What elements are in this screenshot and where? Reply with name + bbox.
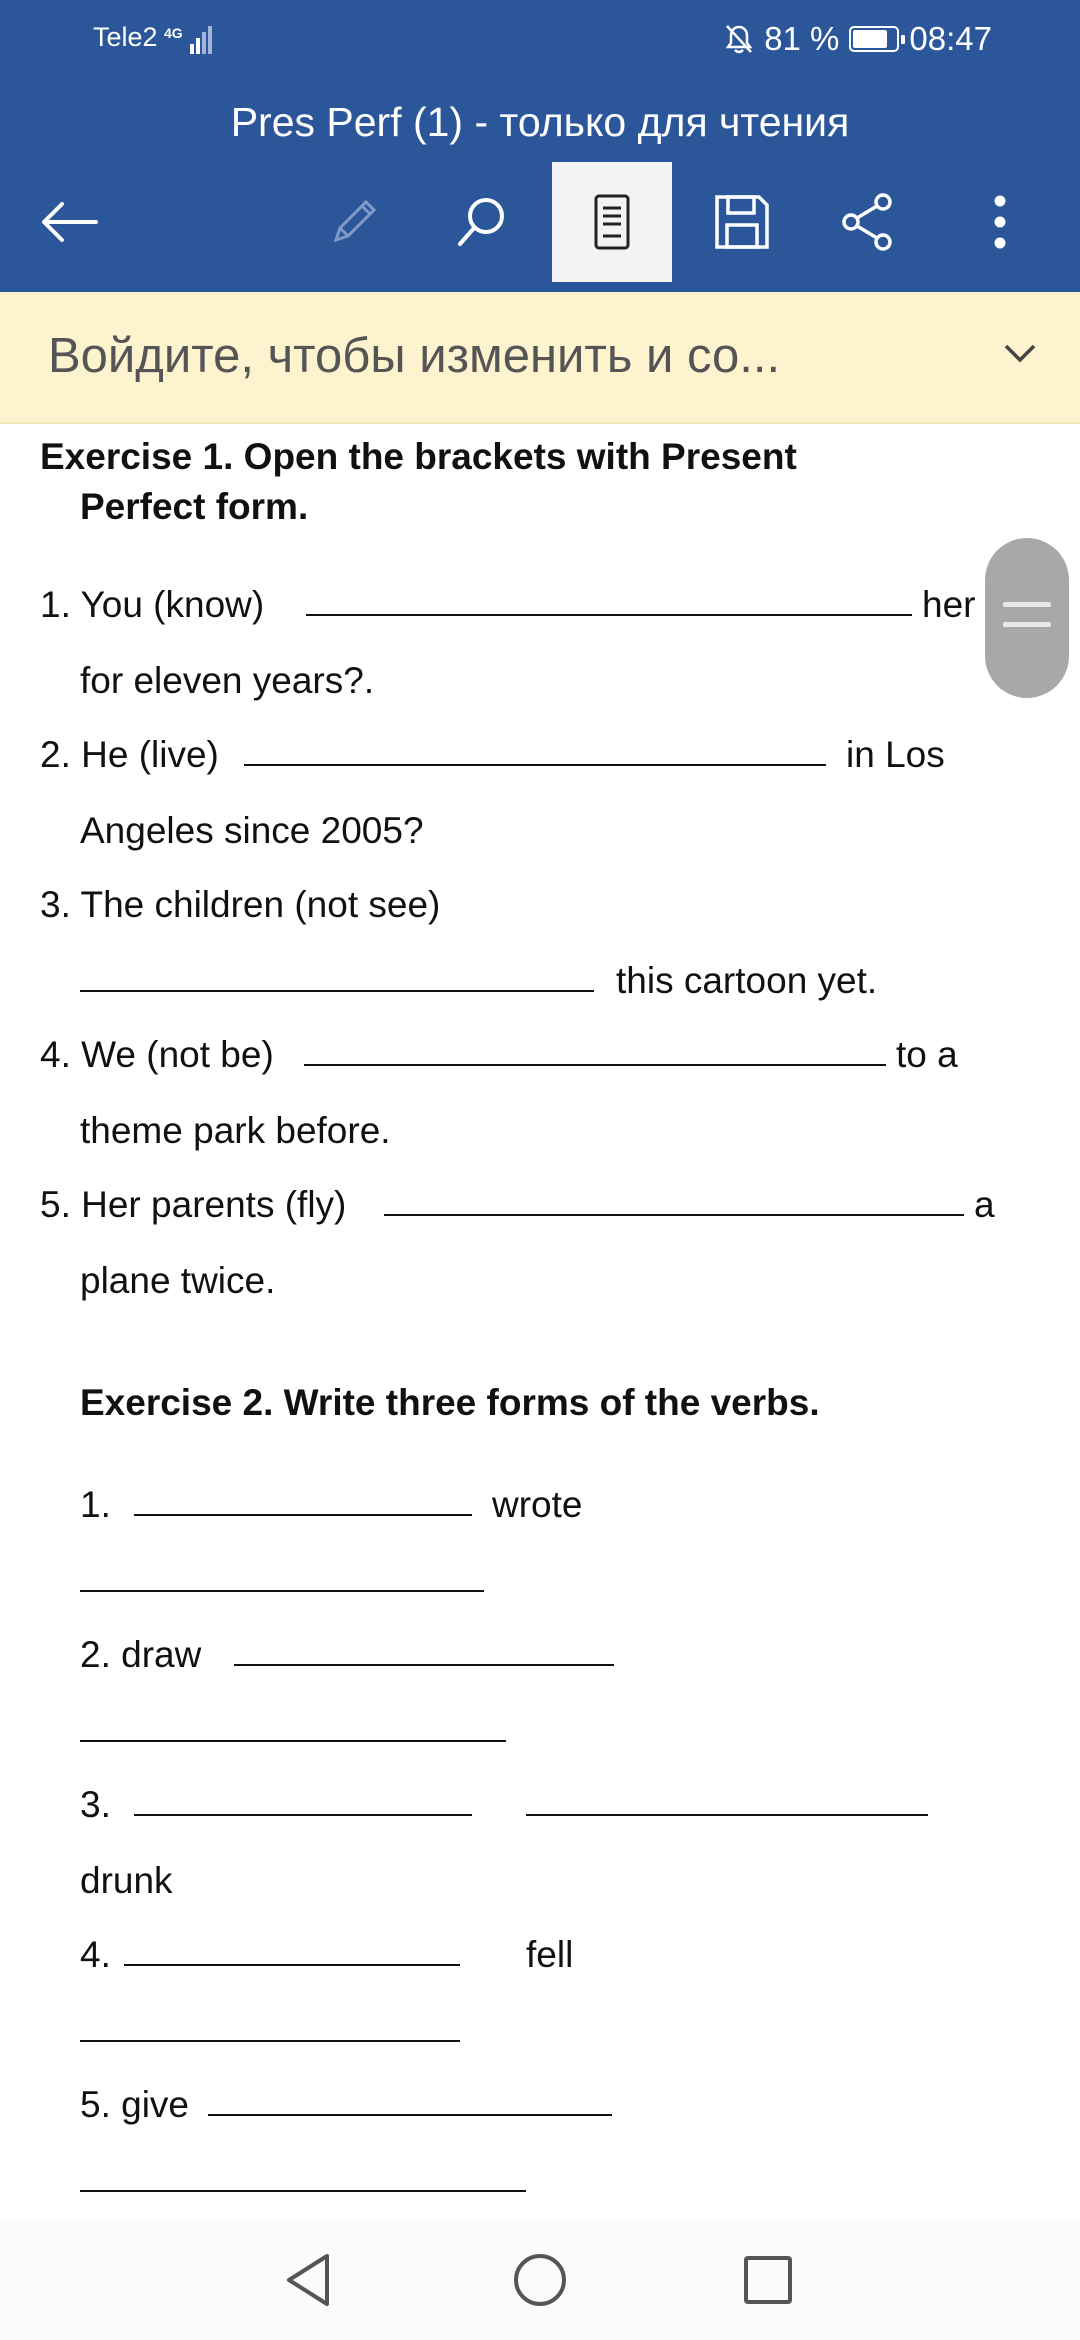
ex1-item4-blank[interactable] bbox=[304, 1034, 886, 1066]
nav-recents-button[interactable] bbox=[728, 2240, 808, 2320]
carrier-name: Tele2 bbox=[93, 22, 158, 52]
ex1-item4-prompt: 4. We (not be) bbox=[40, 1034, 274, 1075]
chevron-down-icon[interactable] bbox=[1000, 332, 1040, 372]
sign-in-banner[interactable] bbox=[0, 292, 1080, 424]
nav-home-button[interactable] bbox=[500, 2240, 580, 2320]
grip-line-icon bbox=[1003, 622, 1051, 627]
ex1-item1-tail: her bbox=[922, 584, 976, 625]
triangle-back-icon bbox=[283, 2252, 333, 2308]
more-button[interactable] bbox=[940, 162, 1060, 282]
save-icon bbox=[713, 193, 771, 251]
ex2-item3-blank1[interactable] bbox=[134, 1784, 472, 1816]
ex2-item4-num: 4. bbox=[80, 1934, 111, 1975]
signal-icon bbox=[190, 24, 216, 54]
ex2-item3-word: drunk bbox=[80, 1860, 173, 1901]
save-button[interactable] bbox=[682, 162, 802, 282]
reading-view-icon bbox=[592, 192, 632, 252]
search-button[interactable] bbox=[422, 162, 542, 282]
ex2-item1-blank1[interactable] bbox=[134, 1484, 472, 1516]
ex2-item5-blank1[interactable] bbox=[208, 2084, 612, 2116]
ex1-item2-tail: in Los bbox=[846, 734, 945, 775]
ex1-item2-blank[interactable] bbox=[244, 734, 826, 766]
grip-line-icon bbox=[1003, 602, 1051, 607]
mute-bell-icon bbox=[724, 23, 754, 55]
back-button[interactable] bbox=[10, 162, 130, 282]
ex1-item3-tail: this cartoon yet. bbox=[616, 960, 878, 1001]
share-icon bbox=[839, 192, 897, 252]
ex1-item4-cont: theme park before. bbox=[80, 1110, 391, 1151]
ex2-item3-blank2[interactable] bbox=[526, 1784, 928, 1816]
document-title: Pres Perf (1) - только для чтения bbox=[0, 82, 1080, 162]
network-type: 4G bbox=[164, 25, 183, 41]
banner-text: Войдите, чтобы изменить и со... bbox=[48, 329, 781, 383]
square-recents-icon bbox=[742, 2254, 794, 2306]
ex1-item2-cont: Angeles since 2005? bbox=[80, 810, 424, 851]
ex1-item3-prompt: 3. The children (not see) bbox=[40, 884, 441, 925]
circle-home-icon bbox=[512, 2252, 568, 2308]
back-arrow-icon bbox=[40, 200, 100, 244]
ex1-item5-blank[interactable] bbox=[384, 1184, 964, 1216]
ex1-item5-prompt: 5. Her parents (fly) bbox=[40, 1184, 347, 1225]
ex2-item4-blank2[interactable] bbox=[80, 2010, 460, 2042]
ex2-item1-blank2[interactable] bbox=[80, 1560, 484, 1592]
ex2-item4-blank1[interactable] bbox=[124, 1934, 460, 1966]
ex2-item2-blank2[interactable] bbox=[80, 1710, 506, 1742]
battery-icon bbox=[849, 26, 899, 52]
exercise1-heading-line2: Perfect form. bbox=[80, 486, 309, 527]
ex2-item2-blank1[interactable] bbox=[234, 1634, 614, 1666]
ex1-item1-blank[interactable] bbox=[306, 584, 912, 616]
ex1-item1-prompt: 1. You (know) bbox=[40, 584, 265, 625]
clock: 08:47 bbox=[909, 20, 992, 57]
battery-percent: 81 % bbox=[764, 20, 840, 57]
ex2-item4-word: fell bbox=[526, 1934, 574, 1975]
exercise2-heading: Exercise 2. Write three forms of the verbs. bbox=[80, 1382, 820, 1423]
system-nav-bar bbox=[0, 2220, 1080, 2340]
ex2-item2-num: 2. draw bbox=[80, 1634, 202, 1675]
ex2-item5-num: 5. give bbox=[80, 2084, 190, 2125]
share-button[interactable] bbox=[808, 162, 928, 282]
ex2-item3-num: 3. bbox=[80, 1784, 111, 1825]
exercise1-heading-line1: Exercise 1. Open the brackets with Present bbox=[40, 436, 797, 477]
ex1-item3-blank[interactable] bbox=[80, 960, 594, 992]
more-vert-icon bbox=[993, 194, 1007, 250]
ex1-item2-prompt: 2. He (live) bbox=[40, 734, 219, 775]
ex2-item5-blank2[interactable] bbox=[80, 2160, 526, 2192]
pencil-icon bbox=[326, 194, 382, 250]
ex1-item1-cont: for eleven years?. bbox=[80, 660, 375, 701]
search-icon bbox=[452, 192, 512, 252]
reading-view-button[interactable] bbox=[552, 162, 672, 282]
ex2-item1-num: 1. bbox=[80, 1484, 111, 1525]
ex1-item5-tail: a bbox=[974, 1184, 995, 1225]
toolbar bbox=[0, 162, 1080, 292]
ex1-item5-cont: plane twice. bbox=[80, 1260, 276, 1301]
nav-back-button[interactable] bbox=[268, 2240, 348, 2320]
status-bar bbox=[0, 0, 1080, 82]
scroll-handle[interactable] bbox=[985, 538, 1069, 698]
ex2-item1-word: wrote bbox=[492, 1484, 583, 1525]
ex1-item4-tail: to a bbox=[896, 1034, 958, 1075]
status-right bbox=[724, 20, 992, 58]
edit-button[interactable] bbox=[294, 162, 414, 282]
